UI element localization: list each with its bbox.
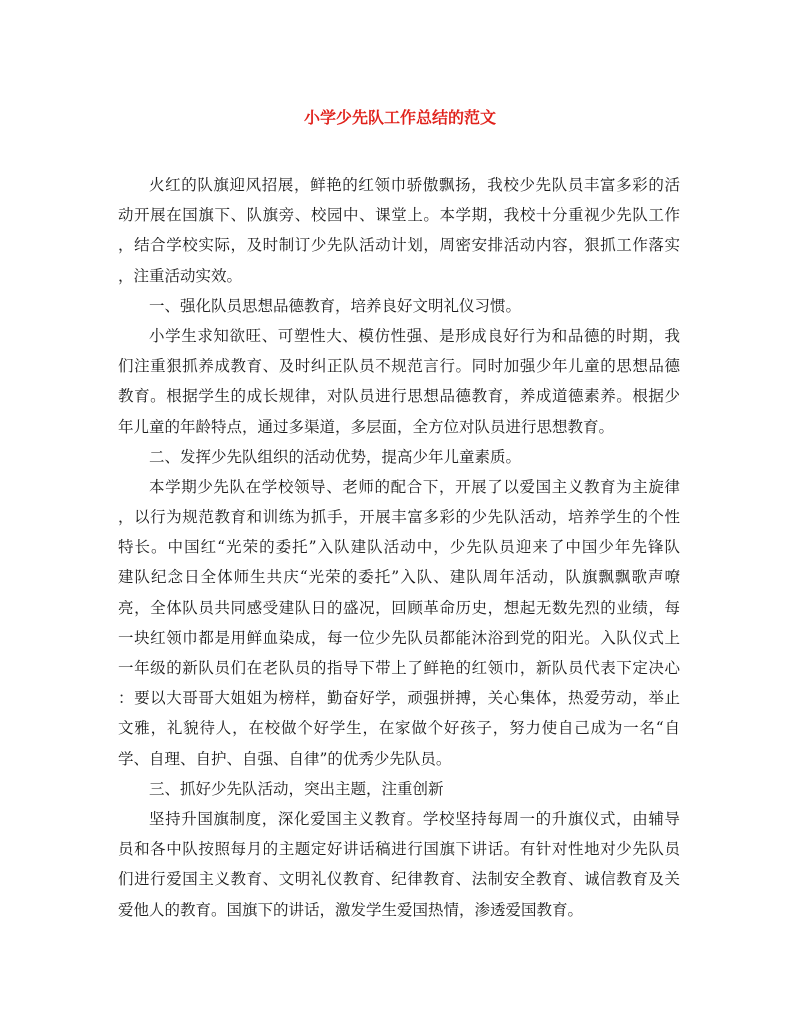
body-line: 亮，全体队员共同感受建队日的盛况，回顾革命历史，想起无数先烈的业绩，每 [118, 598, 680, 617]
body-line: 本学期少先队在学校领导、老师的配合下，开展了以爱国主义教育为主旋律 [149, 477, 680, 496]
body-line: 爱他人的教育。国旗下的讲话，激发学生爱国热情，渗透爱国教育。 [118, 900, 584, 919]
document-body [118, 170, 680, 925]
document-title: 小学少先队工作总结的范文 [303, 108, 496, 127]
body-line: 们进行爱国主义教育、文明礼仪教育、纪律教育、法制安全教育、诚信教育及关 [118, 870, 680, 889]
section-heading: 三、抓好少先队活动，突出主题，注重创新 [149, 779, 444, 798]
body-line: 一年级的新队员们在老队员的指导下带上了鲜艳的红领巾，新队员代表下定决心 [118, 659, 680, 677]
body-line: 年儿童的年龄特点，通过多渠道，多层面，全方位对队员进行思想教育。 [118, 417, 615, 436]
body-line: 动开展在国旗下、队旗旁、校园中、课堂上。本学期，我校十分重视少先队工作 [118, 206, 680, 225]
body-line: 们注重狠抓养成教育、及时纠正队员不规范言行。同时加强少年儿童的思想品德 [118, 357, 680, 376]
body-line: ，注重活动实效。 [118, 266, 243, 285]
body-line: 小学生求知欲旺、可塑性大、模仿性强、是形成良好行为和品德的时期，我 [149, 326, 680, 345]
section-heading: 一、强化队员思想品德教育，培养良好文明礼仪习惯。 [149, 296, 522, 315]
body-line: ，结合学校实际，及时制订少先队活动计划，周密安排活动内容，狠抓工作落实 [118, 236, 680, 255]
body-line: 一块红领巾都是用鲜血染成，每一位少先队员都能沐浴到党的阳光。入队仪式上 [118, 628, 680, 647]
body-line: 员和各中队按照每月的主题定好讲话稿进行国旗下讲话。有针对性地对少先队员 [118, 840, 680, 859]
body-line: 火红的队旗迎风招展，鲜艳的红领巾骄傲飘扬，我校少先队员丰富多彩的活 [149, 176, 680, 194]
body-line: ：要以大哥哥大姐姐为榜样，勤奋好学，顽强拼搏，关心集体，热爱劳动，举止 [118, 689, 680, 708]
body-line: 建队纪念日全体师生共庆“光荣的委托”入队、建队周年活动，队旗飘飘歌声嘹 [118, 568, 680, 587]
section-heading: 二、发挥少先队组织的活动优势，提高少年儿童素质。 [149, 447, 522, 466]
body-line: 特长。中国红“光荣的委托”入队建队活动中，少先队员迎来了中国少年先锋队 [118, 538, 680, 557]
body-line: 学、自理、自护、自强、自律”的优秀少先队员。 [118, 749, 452, 768]
body-line: 坚持升国旗制度，深化爱国主义教育。学校坚持每周一的升旗仪式，由辅导 [149, 809, 680, 828]
body-line: 教育。根据学生的成长规律，对队员进行思想品德教育，养成道德素养。根据少 [118, 387, 680, 406]
body-line: 文雅，礼貌待人，在校做个好学生，在家做个好孩子，努力使自己成为一名“自 [118, 719, 680, 738]
body-line: ，以行为规范教育和训练为抓手，开展丰富多彩的少先队活动，培养学生的个性 [118, 508, 680, 527]
